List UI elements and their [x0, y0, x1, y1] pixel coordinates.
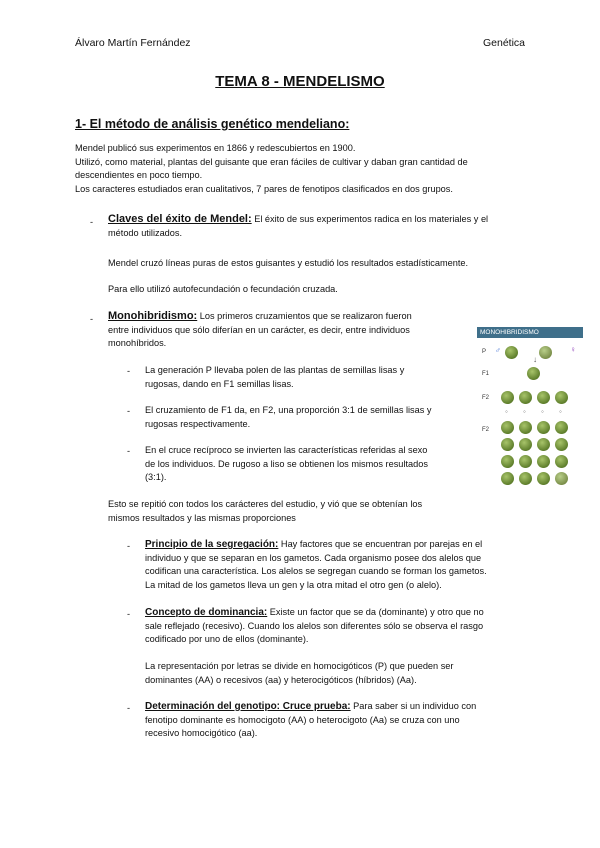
principle-heading: Principio de la segregación: — [145, 539, 279, 550]
claves-para: Mendel cruzó líneas puras de estos guisantes y estudió los resultados estadísticamente. — [108, 258, 469, 268]
pea-icon — [527, 367, 540, 380]
pea-icon — [539, 346, 552, 359]
label-f1: F1 — [482, 371, 490, 377]
pea-icon — [519, 421, 532, 434]
pea-icon — [537, 438, 550, 451]
mono-sub-line: (3:1). — [145, 472, 167, 482]
principle-item — [145, 538, 487, 592]
mono-heading: Monohibridismo: — [108, 310, 198, 322]
intro-line: descendientes en poco tiempo. — [75, 170, 203, 180]
pea-icon — [537, 421, 550, 434]
claves-heading: Claves del éxito de Mendel: — [108, 213, 252, 225]
mono-sub-line: La generación P llevaba polen de las plantas de semillas lisas y — [145, 365, 405, 375]
female-icon: ♀ — [570, 345, 576, 354]
bullet-dash: - — [127, 609, 131, 619]
page-title: TEMA 8 - MENDELISMO — [215, 73, 385, 90]
principle-line: recesivo homocigótico (aa). — [145, 728, 258, 738]
mono-text: entre individuos que sólo diferían en un carácter, es decir, entre individuos — [108, 324, 410, 335]
claves-text: método utilizados. — [108, 227, 183, 238]
gamete-icon: ◦ — [541, 407, 544, 416]
label-f2b: F2 — [482, 427, 490, 433]
gamete-icon: ◦ — [505, 407, 508, 416]
intro-line: Los caracteres estudiados eran cualitativos, 7 pares de fenotipos clasificados en dos grupos. — [75, 183, 453, 194]
pea-icon — [519, 472, 532, 485]
intro-paragraph — [75, 142, 468, 196]
bullet-dash: - — [90, 217, 94, 227]
pea-icon — [555, 455, 568, 468]
principle-line: fenotipo dominante es homocigoto (AA) o heterocigoto (Aa) se cruza con uno — [145, 714, 460, 725]
claves-block — [108, 213, 488, 240]
pea-icon — [519, 391, 532, 404]
mono-text: monohíbridos. — [108, 338, 167, 348]
bullet-dash: - — [127, 406, 131, 416]
mono-after — [108, 498, 422, 525]
mono-after-line: mismos resultados y las mismas proporciones — [108, 512, 296, 523]
principle-item — [145, 606, 484, 647]
mono-text: Los primeros cruzamientos que se realizaron fueron — [197, 311, 412, 321]
arrow-down-icon: ↓ — [533, 355, 537, 364]
intro-line: Utilizó, como material, plantas del guisante que eran fáciles de cultivar y daban gran cantidad de — [75, 156, 468, 167]
pea-icon — [537, 472, 550, 485]
mono-after-line: Esto se repitió con todos los carácteres del estudio, y vió que se obtenían los — [108, 499, 423, 509]
principle-line: La mitad de los gametos lleva un gen y la otra mitad el otro gen (o alelo). — [145, 579, 442, 590]
claves-text: El éxito de sus experimentos radica en los materiales y el — [251, 214, 489, 224]
claves-para: Para ello utilizó autofecundación o fecundación cruzada. — [108, 284, 338, 294]
label-f2: F2 — [482, 395, 490, 401]
principle-line: individuo y que se separan en los gametos. Cada organismo posee dos alelos que — [145, 552, 482, 563]
bullet-dash: - — [127, 446, 131, 456]
principle-item — [145, 700, 476, 741]
mono-sub-item — [145, 404, 432, 431]
label-p: P — [482, 349, 487, 355]
pea-icon — [555, 421, 568, 434]
principle-line: La representación por letras se divide en homocigóticos (P) que pueden ser — [145, 661, 454, 671]
bullet-dash: - — [127, 703, 131, 713]
pea-icon — [505, 346, 518, 359]
principle-line: dominantes (AA) o recesivos (aa) y heterocigóticos (híbridos) (Aa). — [145, 674, 417, 685]
principle-line: Hay factores que se encuentran por parejas en el — [278, 539, 483, 549]
pea-icon — [501, 391, 514, 404]
pea-icon — [555, 472, 568, 485]
gamete-icon: ◦ — [559, 407, 562, 416]
pea-icon — [519, 438, 532, 451]
subject-name: Genética — [482, 37, 525, 49]
principle-heading: Determinación del genotipo: Cruce prueba: — [145, 701, 351, 712]
principle-extra — [145, 660, 453, 687]
bullet-dash: - — [127, 541, 131, 551]
mono-block — [108, 310, 412, 351]
gamete-icon: ◦ — [523, 407, 526, 416]
pea-icon — [519, 455, 532, 468]
pea-icon — [555, 391, 568, 404]
pea-icon — [501, 438, 514, 451]
figure-title: MONOHIBRIDISMO — [477, 327, 583, 338]
principle-line: sale reflejado (recesivo). Cuando los alelos son diferentes sólo se observa el rasgo — [145, 620, 484, 631]
principle-line: codifican una característica. Los alelos se segregan cuando se forman los gametos. — [145, 566, 487, 576]
intro-line: Mendel publicó sus experimentos en 1866 y redescubiertos en 1900. — [75, 143, 356, 153]
mono-sub-line: En el cruce recíproco se invierten las características referidas al sexo — [145, 445, 428, 455]
mono-sub-line: rugosas, dando en F1 semillas lisas. — [145, 378, 294, 389]
mono-sub-line: rugosas respectivamente. — [145, 418, 251, 429]
monohybrid-figure — [477, 327, 583, 500]
principle-line: Existe un factor que se da (dominante) y otro que no — [267, 607, 484, 617]
pea-icon — [555, 438, 568, 451]
principle-line: codificado por uno de ellos (dominante). — [145, 634, 309, 644]
mono-sub-item — [145, 364, 404, 391]
pea-icon — [537, 391, 550, 404]
mono-sub-item — [145, 444, 428, 485]
pea-icon — [501, 472, 514, 485]
bullet-dash: - — [127, 366, 131, 376]
pea-icon — [501, 421, 514, 434]
section-heading: 1- El método de análisis genético mendeliano: — [75, 117, 350, 131]
principle-line: Para saber si un individuo con — [350, 701, 477, 711]
principle-heading: Concepto de dominancia: — [145, 607, 268, 618]
male-icon: ♂ — [495, 346, 501, 355]
mono-sub-line: de los individuos. De rugoso a liso se obtienen los mismos resultados — [145, 458, 428, 469]
bullet-dash: - — [90, 314, 94, 324]
pea-icon — [537, 455, 550, 468]
author-name: Álvaro Martín Fernández — [75, 37, 191, 49]
mono-sub-line: El cruzamiento de F1 da, en F2, una proporción 3:1 de semillas lisas y — [145, 405, 432, 415]
pea-icon — [501, 455, 514, 468]
